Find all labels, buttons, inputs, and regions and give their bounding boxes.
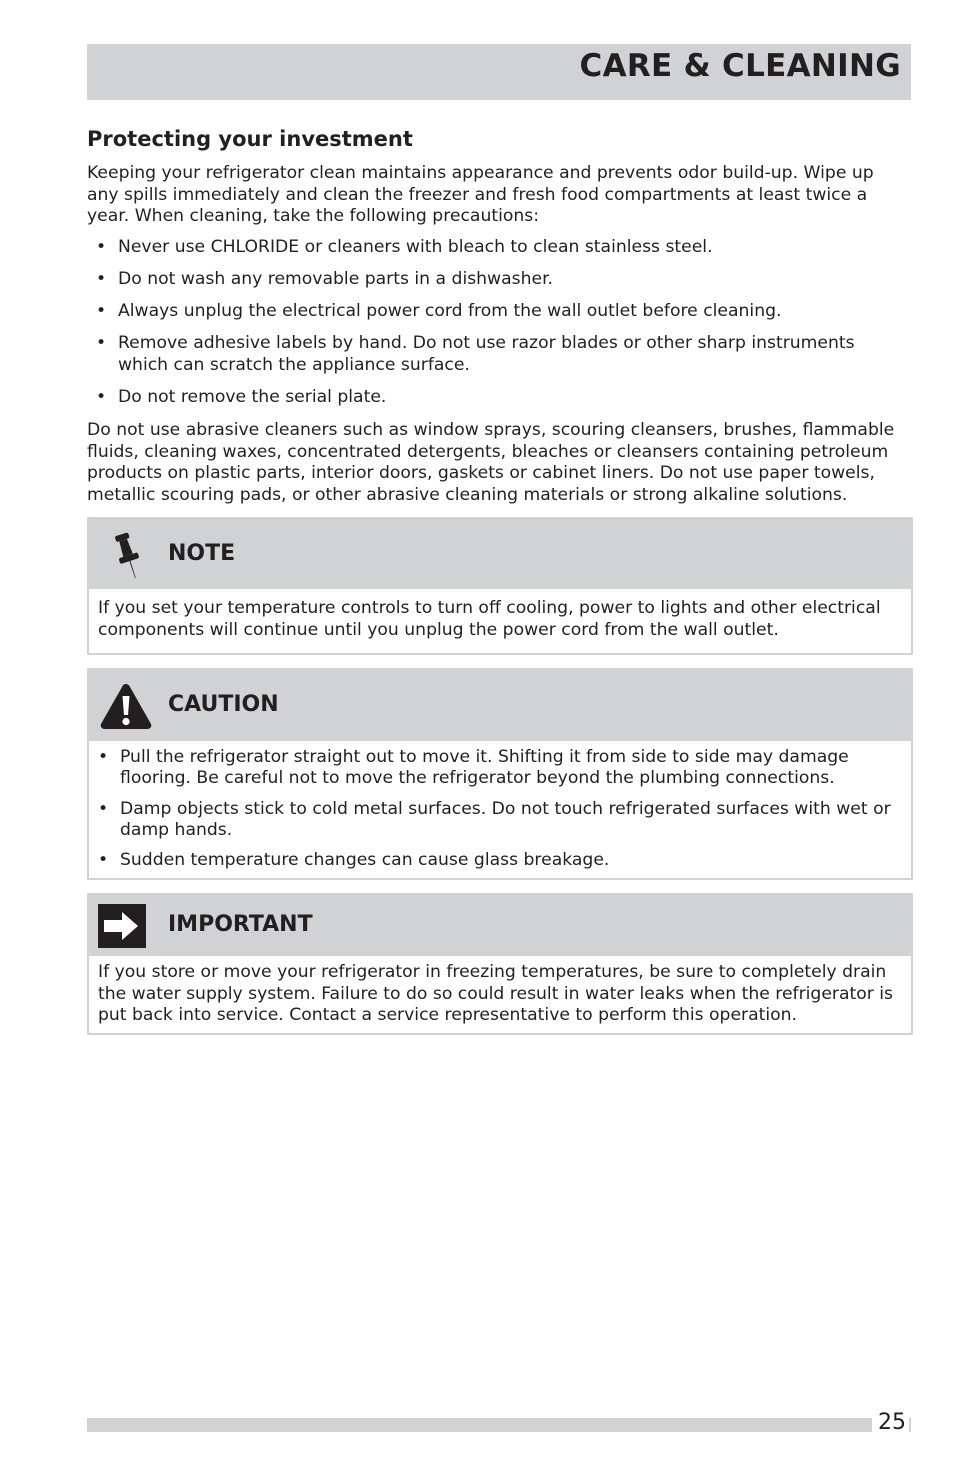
precautions-list xyxy=(87,237,907,419)
list-item xyxy=(87,301,907,323)
note-text: If you set your temperature controls to turn off cooling, power to lights and other electrical components will continue until you unplug the power cord from the wall outlet. xyxy=(98,598,881,640)
bullet-icon: • xyxy=(96,301,107,321)
footer-bar xyxy=(87,1418,911,1432)
list-item xyxy=(87,387,907,409)
intro-paragraph: Keeping your refrigerator clean maintains appearance and prevents odor build-up. Wipe up any spills immediately and clean the freezer and fresh food compartments at least twice a year. When cleaning, take the following precautions: xyxy=(87,163,874,226)
warning-triangle-icon xyxy=(99,682,153,734)
pushpin-icon xyxy=(112,531,146,587)
list-item-text: Always unplug the electrical power cord from the wall outlet before cleaning. xyxy=(118,301,782,321)
list-item-text: Damp objects stick to cold metal surfaces. Do not touch refrigerated surfaces with wet or damp hands. xyxy=(120,798,891,840)
bullet-icon: • xyxy=(96,386,107,407)
arrow-right-icon xyxy=(98,904,146,952)
list-item xyxy=(98,850,902,871)
list-item-text: Sudden temperature changes can cause glass breakage. xyxy=(120,850,610,870)
important-body xyxy=(89,956,911,1027)
list-item xyxy=(87,269,907,291)
list-item-text: Pull the refrigerator straight out to move it. Shifting it from side to side may damage flooring. Be careful not to move the refrigerator beyond the plumbing connections. xyxy=(120,747,849,788)
caution-list xyxy=(89,741,911,871)
list-item xyxy=(87,237,907,259)
list-item-text: Remove adhesive labels by hand. Do not use razor blades or other sharp instruments which can scratch the appliance surface. xyxy=(118,333,855,375)
bullet-icon: • xyxy=(96,333,107,353)
page-title: CARE & CLEANING xyxy=(579,48,901,84)
bullet-icon: • xyxy=(96,269,107,289)
important-box xyxy=(87,893,913,1035)
section-heading: Protecting your investment xyxy=(87,127,413,151)
page-number: 25 xyxy=(872,1408,909,1438)
bullet-icon: • xyxy=(98,747,109,767)
bullet-icon: • xyxy=(96,237,107,257)
important-text: If you store or move your refrigerator in freezing temperatures, be sure to completely drain the water supply system. Failure to do so could result in water leaks when the refrigerator is put back into service. Contact a service representative to perform this operation. xyxy=(98,962,894,1025)
header-bar xyxy=(87,44,911,100)
list-item-text: Do not wash any removable parts in a dishwasher. xyxy=(118,269,554,289)
note-header xyxy=(89,519,911,589)
list-item xyxy=(87,333,907,376)
bullet-icon: • xyxy=(98,798,109,819)
important-title: IMPORTANT xyxy=(168,912,313,937)
caution-box xyxy=(87,668,913,880)
caution-header xyxy=(89,670,911,741)
caution-title: CAUTION xyxy=(168,692,279,717)
note-box xyxy=(87,517,913,655)
important-header xyxy=(89,895,911,956)
list-item xyxy=(98,747,902,789)
bullet-icon: • xyxy=(98,850,109,870)
list-item xyxy=(98,799,902,841)
note-body xyxy=(89,589,911,641)
abrasive-cleaners-paragraph: Do not use abrasive cleaners such as window sprays, scouring cleansers, brushes, flammable fluids, cleaning waxes, concentrated detergents, bleaches or cleansers containing petroleum products on plastic parts, interior doors, gaskets or cabinet liners. Do not use paper towels, metallic scouring pads, or other abrasive cleaning materials or strong alkaline solutions. xyxy=(87,420,895,505)
note-title: NOTE xyxy=(168,541,236,566)
list-item-text: Do not remove the serial plate. xyxy=(118,386,387,407)
list-item-text: Never use CHLORIDE or cleaners with bleach to clean stainless steel. xyxy=(118,237,713,257)
